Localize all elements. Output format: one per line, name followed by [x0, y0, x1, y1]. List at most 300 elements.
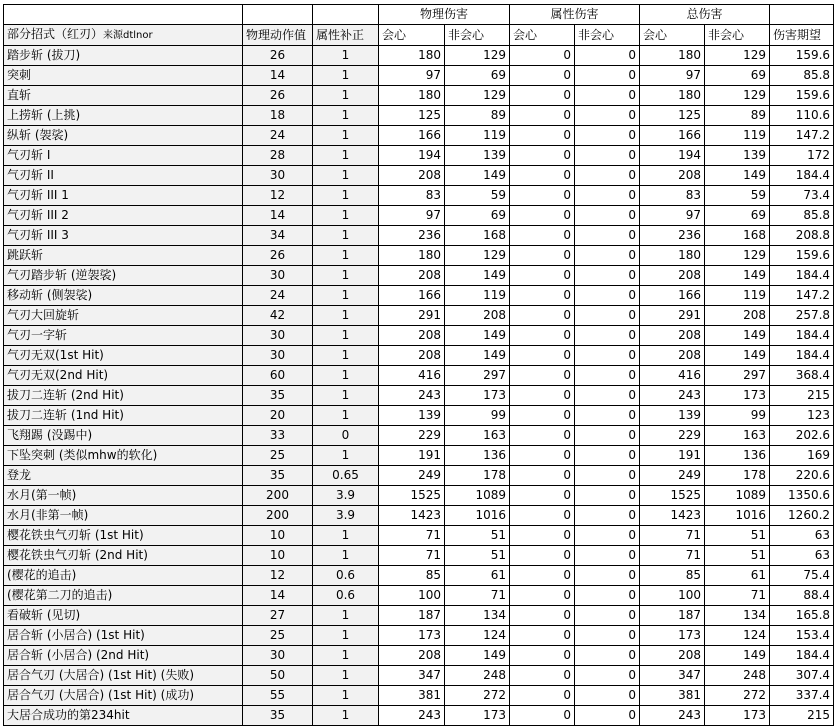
- element-noncrit-cell: 0: [575, 566, 640, 586]
- element-crit-cell: 0: [510, 226, 575, 246]
- total-noncrit-cell: 51: [705, 526, 770, 546]
- element-modifier-cell: 3.9: [313, 506, 379, 526]
- element-noncrit-cell: 0: [575, 386, 640, 406]
- element-noncrit-cell: 0: [575, 166, 640, 186]
- table-row: [4, 186, 834, 206]
- physical-noncrit-cell: 124: [445, 626, 510, 646]
- expected-damage-cell: 215: [770, 706, 834, 726]
- move-column-header: [4, 25, 243, 46]
- move-name-cell: 樱花铁虫气刃斩 (1st Hit): [4, 526, 243, 546]
- element-noncrit-cell: 0: [575, 66, 640, 86]
- total-crit-cell: 191: [640, 446, 705, 466]
- element-modifier-cell: 3.9: [313, 486, 379, 506]
- total-crit-cell: 180: [640, 46, 705, 66]
- physical-noncrit-cell: 129: [445, 46, 510, 66]
- physical-noncrit-cell: 71: [445, 586, 510, 606]
- move-name-cell: 气刃斩 II: [4, 166, 243, 186]
- element-noncrit-cell: 0: [575, 346, 640, 366]
- physical-crit-cell: 97: [379, 206, 445, 226]
- physical-crit-cell: 208: [379, 266, 445, 286]
- source-credit: 来源dtlnor: [103, 30, 153, 41]
- move-name-cell: 飞翔踢 (没踢中): [4, 426, 243, 446]
- total-crit-cell: 243: [640, 706, 705, 726]
- expected-damage-cell: 215: [770, 386, 834, 406]
- element-crit-cell: 0: [510, 386, 575, 406]
- motion-value-cell: 26: [243, 86, 313, 106]
- physical-noncrit-cell: 248: [445, 666, 510, 686]
- motion-value-cell: 24: [243, 126, 313, 146]
- motion-value-cell: 33: [243, 426, 313, 446]
- element-noncrit-cell: 0: [575, 506, 640, 526]
- element-modifier-header: 属性补正: [313, 25, 379, 46]
- element-crit-cell: 0: [510, 186, 575, 206]
- expected-damage-cell: 75.4: [770, 566, 834, 586]
- total-noncrit-cell: 173: [705, 706, 770, 726]
- expected-damage-cell: 123: [770, 406, 834, 426]
- table-row: [4, 106, 834, 126]
- total-crit-cell: 173: [640, 626, 705, 646]
- element-crit-cell: 0: [510, 166, 575, 186]
- element-crit-cell: 0: [510, 486, 575, 506]
- motion-value-cell: 25: [243, 446, 313, 466]
- physical-crit-header: 会心: [379, 25, 445, 46]
- header-blank-cell: [4, 5, 243, 25]
- physical-noncrit-cell: 178: [445, 466, 510, 486]
- physical-noncrit-cell: 119: [445, 126, 510, 146]
- motion-value-cell: 30: [243, 646, 313, 666]
- expected-damage-cell: 73.4: [770, 186, 834, 206]
- motion-value-cell: 20: [243, 406, 313, 426]
- total-crit-cell: 243: [640, 386, 705, 406]
- physical-crit-cell: 1423: [379, 506, 445, 526]
- element-modifier-cell: 1: [313, 126, 379, 146]
- motion-value-cell: 28: [243, 146, 313, 166]
- motion-value-cell: 14: [243, 586, 313, 606]
- move-name-cell: 上捞斩 (上挑): [4, 106, 243, 126]
- element-modifier-cell: 1: [313, 86, 379, 106]
- total-crit-cell: 381: [640, 686, 705, 706]
- expected-damage-cell: 147.2: [770, 126, 834, 146]
- physical-crit-cell: 180: [379, 46, 445, 66]
- element-modifier-cell: 1: [313, 206, 379, 226]
- move-name-cell: 水月(非第一帧): [4, 506, 243, 526]
- element-modifier-cell: 1: [313, 606, 379, 626]
- expected-damage-cell: 368.4: [770, 366, 834, 386]
- total-damage-header: 总伤害: [640, 5, 770, 25]
- element-crit-cell: 0: [510, 326, 575, 346]
- move-name-cell: 看破斩 (见切): [4, 606, 243, 626]
- physical-crit-cell: 208: [379, 646, 445, 666]
- physical-crit-cell: 229: [379, 426, 445, 446]
- expected-damage-cell: 159.6: [770, 46, 834, 66]
- table-row: [4, 646, 834, 666]
- expected-damage-cell: 184.4: [770, 346, 834, 366]
- total-crit-cell: 97: [640, 206, 705, 226]
- element-crit-cell: 0: [510, 606, 575, 626]
- physical-noncrit-cell: 139: [445, 146, 510, 166]
- element-noncrit-cell: 0: [575, 46, 640, 66]
- element-crit-cell: 0: [510, 566, 575, 586]
- physical-crit-cell: 208: [379, 166, 445, 186]
- motion-value-cell: 12: [243, 566, 313, 586]
- physical-crit-cell: 166: [379, 126, 445, 146]
- move-name-cell: 气刃一字斩: [4, 326, 243, 346]
- header-blank-cell: [770, 5, 834, 25]
- move-name-cell: 气刃斩 III 3: [4, 226, 243, 246]
- total-noncrit-header: 非会心: [705, 25, 770, 46]
- element-crit-cell: 0: [510, 426, 575, 446]
- motion-value-cell: 34: [243, 226, 313, 246]
- physical-noncrit-cell: 272: [445, 686, 510, 706]
- total-crit-cell: 1525: [640, 486, 705, 506]
- element-modifier-cell: 1: [313, 706, 379, 726]
- total-crit-header: 会心: [640, 25, 705, 46]
- move-name-cell: 踏步斩 (拔刀): [4, 46, 243, 66]
- physical-crit-cell: 208: [379, 326, 445, 346]
- table-row: [4, 626, 834, 646]
- expected-damage-cell: 159.6: [770, 86, 834, 106]
- element-modifier-cell: 1: [313, 666, 379, 686]
- element-modifier-cell: 1: [313, 226, 379, 246]
- expected-damage-header: 伤害期望: [770, 25, 834, 46]
- element-modifier-cell: 1: [313, 546, 379, 566]
- element-modifier-cell: 1: [313, 66, 379, 86]
- physical-noncrit-cell: 297: [445, 366, 510, 386]
- element-noncrit-cell: 0: [575, 486, 640, 506]
- physical-crit-cell: 291: [379, 306, 445, 326]
- move-name-cell: 气刃斩 III 1: [4, 186, 243, 206]
- element-crit-cell: 0: [510, 666, 575, 686]
- total-noncrit-cell: 178: [705, 466, 770, 486]
- element-noncrit-cell: 0: [575, 526, 640, 546]
- total-noncrit-cell: 149: [705, 646, 770, 666]
- move-name-cell: 大居合成功的第234hit: [4, 706, 243, 726]
- element-crit-cell: 0: [510, 586, 575, 606]
- physical-crit-cell: 194: [379, 146, 445, 166]
- physical-noncrit-cell: 99: [445, 406, 510, 426]
- physical-crit-cell: 71: [379, 546, 445, 566]
- total-noncrit-cell: 149: [705, 326, 770, 346]
- physical-noncrit-cell: 59: [445, 186, 510, 206]
- total-noncrit-cell: 149: [705, 166, 770, 186]
- header-blank-cell: [243, 5, 313, 25]
- physical-crit-cell: 166: [379, 286, 445, 306]
- move-name-cell: 樱花铁虫气刃斩 (2nd Hit): [4, 546, 243, 566]
- table-row: [4, 506, 834, 526]
- physical-noncrit-cell: 89: [445, 106, 510, 126]
- total-noncrit-cell: 99: [705, 406, 770, 426]
- physical-noncrit-cell: 129: [445, 246, 510, 266]
- total-noncrit-cell: 129: [705, 246, 770, 266]
- expected-damage-cell: 147.2: [770, 286, 834, 306]
- physical-noncrit-cell: 208: [445, 306, 510, 326]
- move-name-cell: 突刺: [4, 66, 243, 86]
- element-modifier-cell: 1: [313, 366, 379, 386]
- total-crit-cell: 236: [640, 226, 705, 246]
- table-row: [4, 126, 834, 146]
- element-modifier-cell: 1: [313, 186, 379, 206]
- expected-damage-cell: 307.4: [770, 666, 834, 686]
- move-name-cell: (樱花的追击): [4, 566, 243, 586]
- element-noncrit-cell: 0: [575, 126, 640, 146]
- move-column-title: 部分招式（红刃）: [7, 27, 104, 41]
- element-modifier-cell: 1: [313, 306, 379, 326]
- total-crit-cell: 194: [640, 146, 705, 166]
- table-row: [4, 326, 834, 346]
- physical-noncrit-cell: 136: [445, 446, 510, 466]
- element-noncrit-header: 非会心: [575, 25, 640, 46]
- element-modifier-cell: 1: [313, 406, 379, 426]
- element-crit-cell: 0: [510, 646, 575, 666]
- total-noncrit-cell: 173: [705, 386, 770, 406]
- element-noncrit-cell: 0: [575, 686, 640, 706]
- expected-damage-cell: 1260.2: [770, 506, 834, 526]
- element-modifier-cell: 0.6: [313, 566, 379, 586]
- expected-damage-cell: 184.4: [770, 646, 834, 666]
- table-row: [4, 526, 834, 546]
- element-noncrit-cell: 0: [575, 286, 640, 306]
- move-name-cell: 气刃斩 III 2: [4, 206, 243, 226]
- element-noncrit-cell: 0: [575, 146, 640, 166]
- table-row: [4, 566, 834, 586]
- element-crit-cell: 0: [510, 466, 575, 486]
- total-noncrit-cell: 71: [705, 586, 770, 606]
- total-noncrit-cell: 129: [705, 86, 770, 106]
- element-noncrit-cell: 0: [575, 326, 640, 346]
- move-name-cell: 登龙: [4, 466, 243, 486]
- physical-crit-cell: 180: [379, 86, 445, 106]
- move-name-cell: 气刃无双(1st Hit): [4, 346, 243, 366]
- physical-noncrit-cell: 173: [445, 386, 510, 406]
- motion-value-cell: 35: [243, 706, 313, 726]
- element-modifier-cell: 1: [313, 386, 379, 406]
- element-crit-cell: 0: [510, 106, 575, 126]
- element-noncrit-cell: 0: [575, 646, 640, 666]
- table-row: [4, 706, 834, 726]
- motion-value-cell: 35: [243, 386, 313, 406]
- table-row: [4, 246, 834, 266]
- expected-damage-cell: 1350.6: [770, 486, 834, 506]
- move-name-cell: 拔刀二连斩 (2nd Hit): [4, 386, 243, 406]
- element-modifier-cell: 1: [313, 686, 379, 706]
- physical-crit-cell: 381: [379, 686, 445, 706]
- motion-value-cell: 60: [243, 366, 313, 386]
- table-row: [4, 166, 834, 186]
- motion-value-cell: 26: [243, 246, 313, 266]
- physical-noncrit-cell: 1089: [445, 486, 510, 506]
- physical-crit-cell: 243: [379, 706, 445, 726]
- total-noncrit-cell: 248: [705, 666, 770, 686]
- move-name-cell: 居合气刃 (大居合) (1st Hit) (成功): [4, 686, 243, 706]
- element-noncrit-cell: 0: [575, 606, 640, 626]
- group-header-row: [4, 5, 834, 25]
- physical-noncrit-cell: 119: [445, 286, 510, 306]
- element-crit-cell: 0: [510, 526, 575, 546]
- physical-crit-cell: 85: [379, 566, 445, 586]
- physical-crit-cell: 180: [379, 246, 445, 266]
- element-modifier-cell: 1: [313, 346, 379, 366]
- motion-value-cell: 30: [243, 346, 313, 366]
- element-modifier-cell: 1: [313, 146, 379, 166]
- table-body: [4, 5, 834, 726]
- physical-crit-cell: 187: [379, 606, 445, 626]
- expected-damage-cell: 202.6: [770, 426, 834, 446]
- table-row: [4, 46, 834, 66]
- motion-value-cell: 35: [243, 466, 313, 486]
- motion-value-header: 物理动作值: [243, 25, 313, 46]
- physical-noncrit-cell: 149: [445, 266, 510, 286]
- table-row: [4, 286, 834, 306]
- element-noncrit-cell: 0: [575, 206, 640, 226]
- total-noncrit-cell: 129: [705, 46, 770, 66]
- table-row: [4, 366, 834, 386]
- table-row: [4, 546, 834, 566]
- element-crit-cell: 0: [510, 266, 575, 286]
- element-modifier-cell: 0.65: [313, 466, 379, 486]
- physical-crit-cell: 125: [379, 106, 445, 126]
- element-crit-cell: 0: [510, 246, 575, 266]
- total-crit-cell: 208: [640, 646, 705, 666]
- total-noncrit-cell: 69: [705, 206, 770, 226]
- physical-noncrit-cell: 134: [445, 606, 510, 626]
- total-crit-cell: 100: [640, 586, 705, 606]
- total-noncrit-cell: 163: [705, 426, 770, 446]
- element-crit-cell: 0: [510, 206, 575, 226]
- element-crit-header: 会心: [510, 25, 575, 46]
- element-noncrit-cell: 0: [575, 306, 640, 326]
- move-name-cell: 居合斩 (小居合) (1st Hit): [4, 626, 243, 646]
- move-name-cell: 气刃踏步斩 (逆袈裟): [4, 266, 243, 286]
- move-name-cell: 移动斩 (侧袈裟): [4, 286, 243, 306]
- expected-damage-cell: 159.6: [770, 246, 834, 266]
- element-noncrit-cell: 0: [575, 466, 640, 486]
- move-name-cell: 下坠突刺 (类似mhw的软化): [4, 446, 243, 466]
- element-modifier-cell: 0.6: [313, 586, 379, 606]
- column-header-row: [4, 25, 834, 46]
- expected-damage-cell: 85.8: [770, 66, 834, 86]
- physical-crit-cell: 249: [379, 466, 445, 486]
- total-noncrit-cell: 119: [705, 286, 770, 306]
- total-noncrit-cell: 89: [705, 106, 770, 126]
- total-noncrit-cell: 272: [705, 686, 770, 706]
- element-crit-cell: 0: [510, 46, 575, 66]
- total-crit-cell: 180: [640, 86, 705, 106]
- table-row: [4, 226, 834, 246]
- element-noncrit-cell: 0: [575, 186, 640, 206]
- total-noncrit-cell: 1089: [705, 486, 770, 506]
- move-name-cell: 居合气刃 (大居合) (1st Hit) (失败): [4, 666, 243, 686]
- total-noncrit-cell: 136: [705, 446, 770, 466]
- physical-noncrit-cell: 163: [445, 426, 510, 446]
- total-noncrit-cell: 51: [705, 546, 770, 566]
- motion-value-cell: 50: [243, 666, 313, 686]
- element-noncrit-cell: 0: [575, 626, 640, 646]
- total-crit-cell: 249: [640, 466, 705, 486]
- physical-noncrit-cell: 1016: [445, 506, 510, 526]
- move-name-cell: 水月(第一帧): [4, 486, 243, 506]
- physical-noncrit-header: 非会心: [445, 25, 510, 46]
- element-noncrit-cell: 0: [575, 666, 640, 686]
- table-row: [4, 386, 834, 406]
- motion-value-cell: 10: [243, 546, 313, 566]
- element-crit-cell: 0: [510, 546, 575, 566]
- total-crit-cell: 208: [640, 266, 705, 286]
- total-noncrit-cell: 119: [705, 126, 770, 146]
- element-modifier-cell: 1: [313, 626, 379, 646]
- motion-value-cell: 14: [243, 66, 313, 86]
- element-damage-header: 属性伤害: [510, 5, 640, 25]
- total-noncrit-cell: 297: [705, 366, 770, 386]
- element-crit-cell: 0: [510, 446, 575, 466]
- element-modifier-cell: 1: [313, 166, 379, 186]
- table-row: [4, 586, 834, 606]
- table-row: [4, 206, 834, 226]
- element-crit-cell: 0: [510, 706, 575, 726]
- total-crit-cell: 125: [640, 106, 705, 126]
- element-noncrit-cell: 0: [575, 406, 640, 426]
- total-crit-cell: 85: [640, 566, 705, 586]
- physical-crit-cell: 243: [379, 386, 445, 406]
- element-modifier-cell: 1: [313, 286, 379, 306]
- physical-noncrit-cell: 61: [445, 566, 510, 586]
- element-modifier-cell: 1: [313, 646, 379, 666]
- expected-damage-cell: 184.4: [770, 326, 834, 346]
- expected-damage-cell: 110.6: [770, 106, 834, 126]
- total-crit-cell: 416: [640, 366, 705, 386]
- element-crit-cell: 0: [510, 506, 575, 526]
- element-noncrit-cell: 0: [575, 366, 640, 386]
- total-noncrit-cell: 1016: [705, 506, 770, 526]
- element-crit-cell: 0: [510, 406, 575, 426]
- element-crit-cell: 0: [510, 686, 575, 706]
- motion-value-cell: 10: [243, 526, 313, 546]
- move-name-cell: 纵斩 (袈裟): [4, 126, 243, 146]
- total-noncrit-cell: 208: [705, 306, 770, 326]
- table-row: [4, 446, 834, 466]
- table-row: [4, 666, 834, 686]
- physical-crit-cell: 83: [379, 186, 445, 206]
- physical-noncrit-cell: 149: [445, 166, 510, 186]
- table-row: [4, 606, 834, 626]
- element-noncrit-cell: 0: [575, 446, 640, 466]
- element-modifier-cell: 1: [313, 446, 379, 466]
- expected-damage-cell: 169: [770, 446, 834, 466]
- motion-value-cell: 25: [243, 626, 313, 646]
- physical-crit-cell: 97: [379, 66, 445, 86]
- total-noncrit-cell: 149: [705, 346, 770, 366]
- physical-crit-cell: 236: [379, 226, 445, 246]
- total-crit-cell: 71: [640, 526, 705, 546]
- total-crit-cell: 229: [640, 426, 705, 446]
- physical-noncrit-cell: 149: [445, 646, 510, 666]
- total-crit-cell: 166: [640, 286, 705, 306]
- physical-crit-cell: 347: [379, 666, 445, 686]
- total-crit-cell: 1423: [640, 506, 705, 526]
- table-row: [4, 466, 834, 486]
- physical-crit-cell: 191: [379, 446, 445, 466]
- expected-damage-cell: 85.8: [770, 206, 834, 226]
- expected-damage-cell: 184.4: [770, 166, 834, 186]
- expected-damage-cell: 172: [770, 146, 834, 166]
- expected-damage-cell: 220.6: [770, 466, 834, 486]
- physical-noncrit-cell: 173: [445, 706, 510, 726]
- total-noncrit-cell: 168: [705, 226, 770, 246]
- table-row: [4, 66, 834, 86]
- expected-damage-cell: 153.4: [770, 626, 834, 646]
- table-row: [4, 266, 834, 286]
- physical-crit-cell: 416: [379, 366, 445, 386]
- motion-value-cell: 30: [243, 166, 313, 186]
